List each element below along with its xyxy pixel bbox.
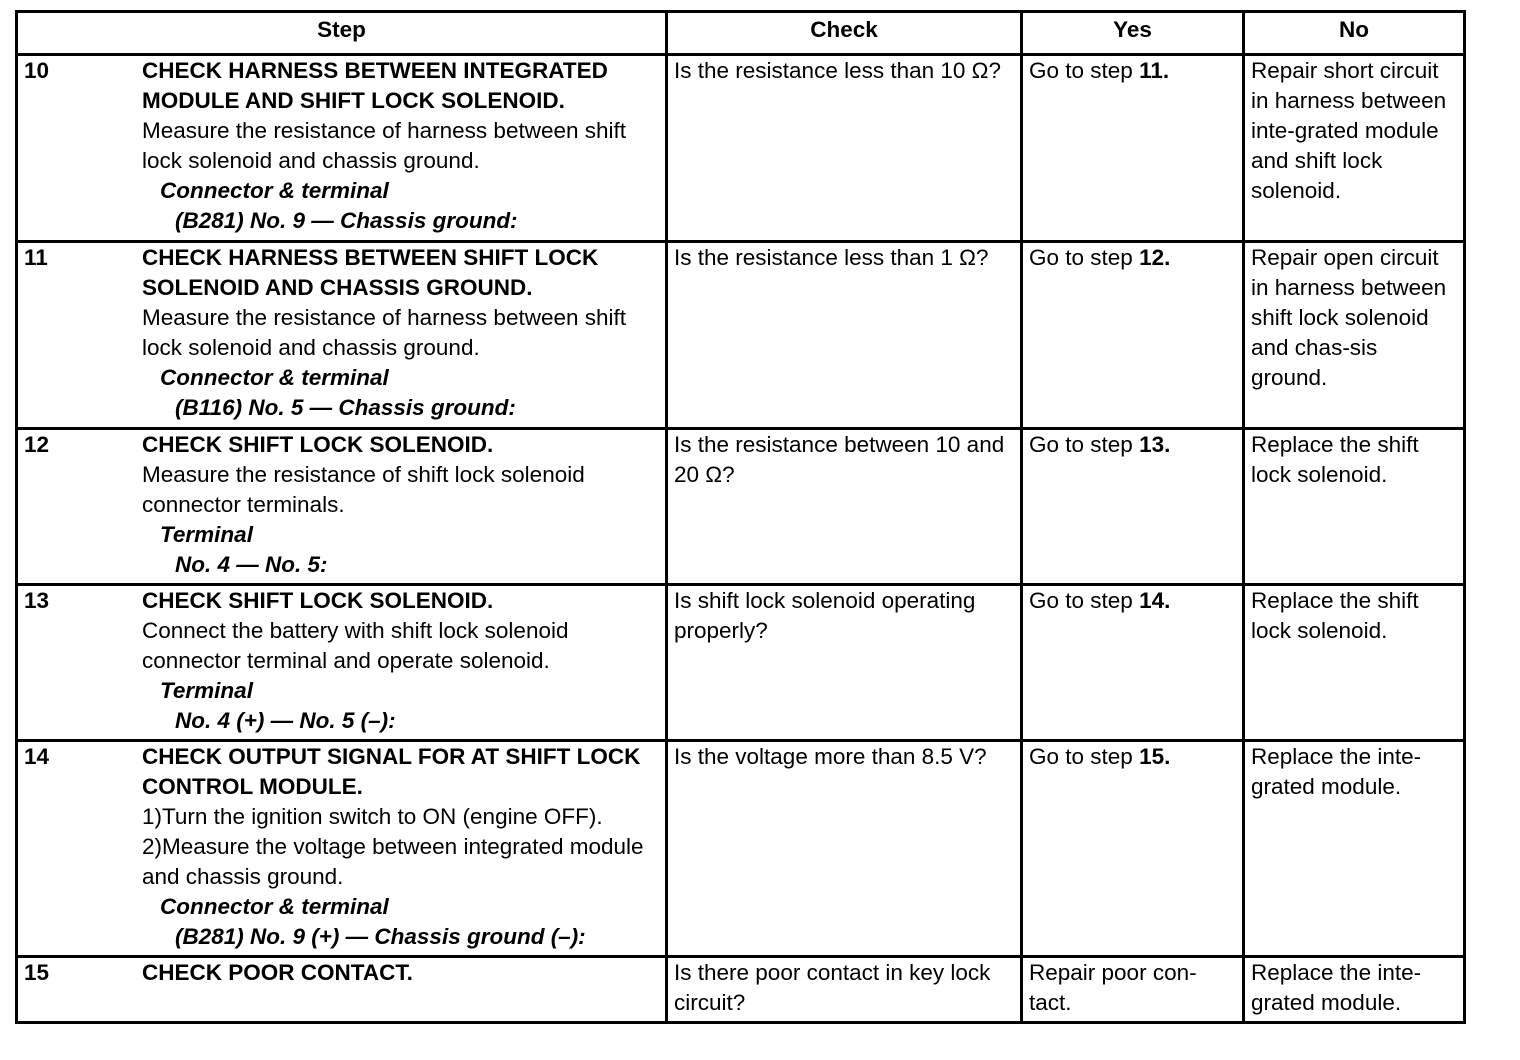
step-sub-label: Terminal <box>160 522 253 547</box>
check-cell: Is shift lock solenoid operating properly? <box>667 585 1022 741</box>
yes-text: Go to step <box>1029 744 1140 769</box>
yes-cell <box>1022 429 1244 585</box>
check-cell: Is the resistance between 10 and 20 Ω? <box>667 429 1022 585</box>
yes-step-ref: 11. <box>1139 58 1170 83</box>
step-sub-label: Connector & terminal <box>160 365 389 390</box>
table-row <box>17 741 1465 957</box>
no-cell: Replace the shift lock solenoid. <box>1244 585 1465 741</box>
column-header-no: No <box>1244 12 1465 55</box>
step-sub-detail: No. 4 — No. 5: <box>175 552 328 577</box>
step-number: 13 <box>24 588 50 613</box>
column-header-yes: Yes <box>1022 12 1244 55</box>
step-cell <box>17 242 667 429</box>
check-cell: Is the resistance less than 1 Ω? <box>667 242 1022 429</box>
yes-cell <box>1022 585 1244 741</box>
no-cell: Repair open circuit in harness between shift lock solenoid and chas-sis ground. <box>1244 242 1465 429</box>
step-number: 12 <box>24 432 50 457</box>
step-sub-label: Connector & terminal <box>160 178 389 203</box>
step-instruction: 2)Measure the voltage between integrated module and chassis ground. <box>142 834 644 889</box>
step-cell <box>17 55 667 242</box>
step-number: 15 <box>24 960 50 985</box>
step-title: CHECK OUTPUT SIGNAL FOR AT SHIFT LOCK CONTROL MODULE. <box>142 744 641 799</box>
check-cell: Is the voltage more than 8.5 V? <box>667 741 1022 957</box>
check-cell: Is the resistance less than 10 Ω? <box>667 55 1022 242</box>
step-instruction: Measure the resistance of shift lock solenoid connector terminals. <box>142 462 585 517</box>
step-sub-label: Terminal <box>160 678 253 703</box>
no-cell: Replace the inte-grated module. <box>1244 741 1465 957</box>
step-title: CHECK SHIFT LOCK SOLENOID. <box>142 588 494 613</box>
table-row <box>17 242 1465 429</box>
no-cell: Replace the inte-grated module. <box>1244 957 1465 1023</box>
yes-text: Go to step <box>1029 58 1140 83</box>
step-cell <box>17 585 667 741</box>
yes-step-ref: 12. <box>1139 245 1171 270</box>
step-title: CHECK SHIFT LOCK SOLENOID. <box>142 432 494 457</box>
table-row <box>17 429 1465 585</box>
table-row <box>17 585 1465 741</box>
table-row <box>17 957 1465 1023</box>
step-sub-label: Connector & terminal <box>160 894 389 919</box>
step-instruction: 1)Turn the ignition switch to ON (engine OFF). <box>142 804 603 829</box>
step-title: CHECK POOR CONTACT. <box>142 960 413 985</box>
step-instruction: Connect the battery with shift lock solenoid connector terminal and operate solenoid. <box>142 618 569 673</box>
yes-text: Repair poor con-tact. <box>1029 960 1197 1015</box>
step-sub-detail: (B281) No. 9 — Chassis ground: <box>175 208 518 233</box>
table-row <box>17 55 1465 242</box>
column-header-check: Check <box>667 12 1022 55</box>
no-cell: Repair short circuit in harness between inte-grated module and shift lock solenoid. <box>1244 55 1465 242</box>
step-number: 14 <box>24 744 50 769</box>
no-cell: Replace the shift lock solenoid. <box>1244 429 1465 585</box>
step-cell <box>17 741 667 957</box>
yes-step-ref: 14. <box>1139 588 1171 613</box>
column-header-step: Step <box>17 12 667 55</box>
yes-cell <box>1022 957 1244 1023</box>
step-number: 11 <box>24 245 48 270</box>
yes-cell <box>1022 741 1244 957</box>
check-cell: Is there poor contact in key lock circuit? <box>667 957 1022 1023</box>
step-number: 10 <box>24 58 50 83</box>
step-sub-detail: (B281) No. 9 (+) — Chassis ground (–): <box>175 924 586 949</box>
step-instruction: Measure the resistance of harness between shift lock solenoid and chassis ground. <box>142 305 627 360</box>
yes-cell <box>1022 55 1244 242</box>
yes-step-ref: 15. <box>1139 744 1171 769</box>
step-title: CHECK HARNESS BETWEEN SHIFT LOCK SOLENOID AND CHASSIS GROUND. <box>142 245 599 300</box>
step-sub-detail: (B116) No. 5 — Chassis ground: <box>175 395 516 420</box>
diagnostic-procedure-table <box>15 10 1466 1024</box>
table-header-row <box>17 12 1465 55</box>
yes-cell <box>1022 242 1244 429</box>
step-cell <box>17 957 667 1023</box>
yes-text: Go to step <box>1029 432 1140 457</box>
yes-step-ref: 13. <box>1139 432 1171 457</box>
step-cell <box>17 429 667 585</box>
step-title: CHECK HARNESS BETWEEN INTEGRATED MODULE AND SHIFT LOCK SOLENOID. <box>142 58 608 113</box>
step-sub-detail: No. 4 (+) — No. 5 (–): <box>175 708 396 733</box>
yes-text: Go to step <box>1029 245 1140 270</box>
step-instruction: Measure the resistance of harness between shift lock solenoid and chassis ground. <box>142 118 627 173</box>
yes-text: Go to step <box>1029 588 1140 613</box>
